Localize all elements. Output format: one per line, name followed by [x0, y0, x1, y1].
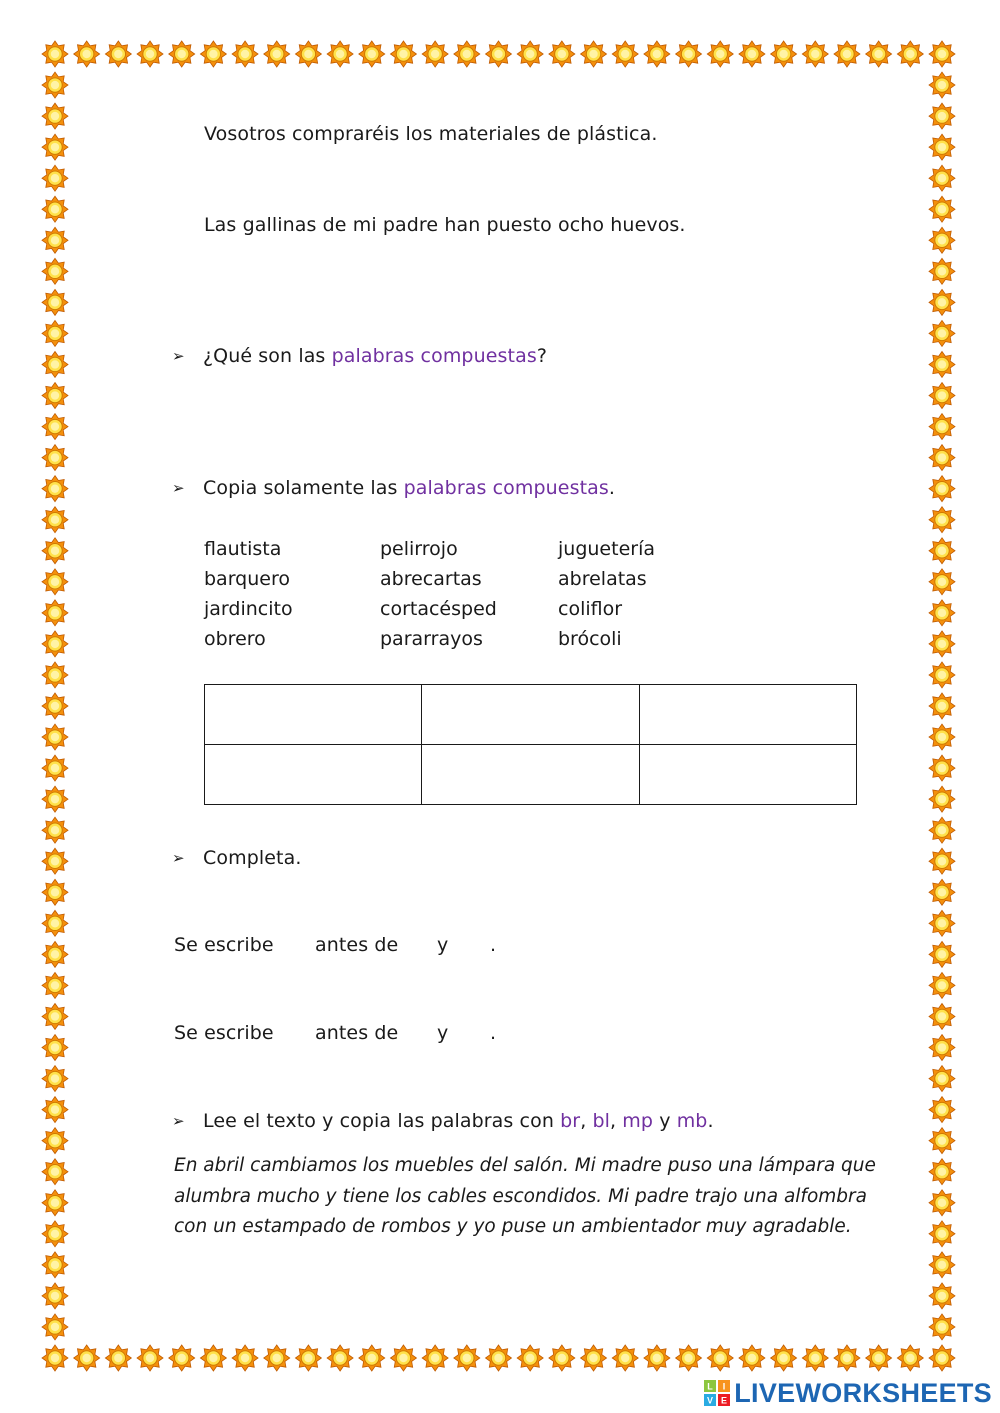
- answer-cell[interactable]: [422, 745, 639, 805]
- sun-icon: [929, 383, 955, 409]
- sun-icon: [42, 662, 68, 688]
- sun-icon: [929, 1283, 955, 1309]
- sun-icon: [390, 41, 416, 67]
- sun-icon: [232, 41, 258, 67]
- sun-icon: [454, 1345, 480, 1371]
- sun-icon: [549, 1345, 575, 1371]
- sun-icon: [295, 41, 321, 67]
- sun-icon: [105, 1345, 131, 1371]
- highlight-br: br: [560, 1110, 581, 1132]
- sun-icon: [612, 41, 638, 67]
- answer-cell[interactable]: [639, 685, 856, 745]
- bullet-arrow-icon: ➢: [172, 347, 185, 365]
- sun-icon: [929, 569, 955, 595]
- sun-icon: [42, 383, 68, 409]
- sun-icon: [42, 1159, 68, 1185]
- word-item: abrelatas: [558, 568, 647, 590]
- word-item: pararrayos: [380, 628, 483, 650]
- sun-icon: [929, 1221, 955, 1247]
- sun-icon: [327, 41, 353, 67]
- sun-icon: [517, 1345, 543, 1371]
- sun-icon: [549, 41, 575, 67]
- word-item: cortacésped: [380, 598, 497, 620]
- sun-icon: [42, 817, 68, 843]
- sun-icon: [42, 1097, 68, 1123]
- sun-icon: [897, 1345, 923, 1371]
- sun-icon: [929, 227, 955, 253]
- sun-icon: [42, 196, 68, 222]
- sun-icon: [42, 351, 68, 377]
- sun-icon: [929, 134, 955, 160]
- sun-icon: [771, 1345, 797, 1371]
- sun-icon: [929, 41, 955, 67]
- svg-text:E: E: [721, 1395, 728, 1406]
- sun-icon: [105, 41, 131, 67]
- highlight-mb: mb: [676, 1110, 708, 1132]
- sun-icon: [644, 41, 670, 67]
- sun-icon: [74, 1345, 100, 1371]
- sun-icon: [929, 320, 955, 346]
- sun-icon: [422, 41, 448, 67]
- sun-icon: [486, 1345, 512, 1371]
- question-text: ¿Qué son las: [203, 345, 332, 367]
- sun-icon: [802, 41, 828, 67]
- sun-icon: [929, 786, 955, 812]
- sun-icon: [929, 538, 955, 564]
- highlight-term: palabras compuestas: [403, 477, 609, 499]
- reading-text: En abril cambiamos los muebles del salón. Mi madre puso una lámpara que alumbra mucho y tiene los cables escondidos. Mi padre trajo una alfombra con un estampado de rombos y yo puse un ambientador muy agradable.: [174, 1155, 876, 1237]
- sun-icon: [929, 165, 955, 191]
- sun-icon: [866, 1345, 892, 1371]
- word-item: brócoli: [558, 628, 622, 650]
- sun-icon: [42, 1190, 68, 1216]
- fill-text: Se escribe: [174, 1022, 274, 1044]
- sun-icon: [929, 1035, 955, 1061]
- sun-icon: [42, 1252, 68, 1278]
- sun-icon: [929, 972, 955, 998]
- separator: ,: [580, 1110, 593, 1132]
- sun-icon: [929, 196, 955, 222]
- sun-icon: [834, 1345, 860, 1371]
- word-item: juguetería: [558, 538, 655, 560]
- brand-name: LIVEWORKSHEETS: [734, 1377, 992, 1408]
- sun-icon: [929, 941, 955, 967]
- sun-icon: [42, 414, 68, 440]
- sun-icon: [929, 103, 955, 129]
- sun-icon: [644, 1345, 670, 1371]
- sun-icon: [676, 1345, 702, 1371]
- sun-icon: [929, 755, 955, 781]
- sun-icon: [200, 1345, 226, 1371]
- sun-icon: [422, 1345, 448, 1371]
- sentence-1: Vosotros compraréis los materiales de plástica.: [204, 123, 658, 145]
- svg-text:I: I: [723, 1381, 726, 1392]
- sun-icon: [42, 972, 68, 998]
- question-complete: Completa.: [203, 847, 302, 869]
- sun-icon: [929, 1066, 955, 1092]
- sun-icon: [581, 1345, 607, 1371]
- fill-text: antes de: [315, 1022, 399, 1044]
- sun-icon: [929, 848, 955, 874]
- separator: ,: [610, 1110, 623, 1132]
- sun-icon: [929, 1159, 955, 1185]
- sun-icon: [929, 1097, 955, 1123]
- sun-icon: [929, 351, 955, 377]
- sun-icon: [42, 755, 68, 781]
- answer-cell[interactable]: [205, 745, 422, 805]
- sun-icon: [612, 1345, 638, 1371]
- bullet-arrow-icon: ➢: [172, 849, 185, 867]
- sun-icon: [929, 910, 955, 936]
- sun-icon: [42, 476, 68, 502]
- sun-icon: [929, 817, 955, 843]
- sun-icon: [264, 1345, 290, 1371]
- sun-icon: [42, 538, 68, 564]
- sun-icon: [929, 1314, 955, 1340]
- sun-icon: [42, 1283, 68, 1309]
- sun-icon: [739, 41, 765, 67]
- word-item: abrecartas: [380, 568, 482, 590]
- sun-icon: [486, 41, 512, 67]
- sun-icon: [42, 631, 68, 657]
- word-item: flautista: [204, 538, 282, 560]
- sun-icon: [929, 879, 955, 905]
- fill-text: antes de: [315, 934, 399, 956]
- word-item: barquero: [204, 568, 290, 590]
- sun-icon: [42, 1035, 68, 1061]
- question-text: Copia solamente las: [203, 477, 404, 499]
- sun-icon: [42, 1345, 68, 1371]
- liveworksheets-logo-icon: [704, 1380, 730, 1406]
- bullet-arrow-icon: ➢: [172, 479, 185, 497]
- svg-text:V: V: [707, 1395, 714, 1406]
- question-compound-definition: [203, 344, 547, 368]
- liveworksheets-brand: [704, 1378, 992, 1408]
- sun-icon: [866, 41, 892, 67]
- word-item: obrero: [204, 628, 266, 650]
- sun-icon: [929, 72, 955, 98]
- sun-icon: [929, 1252, 955, 1278]
- sun-icon: [929, 1345, 955, 1371]
- sun-icon: [42, 569, 68, 595]
- sun-icon: [42, 165, 68, 191]
- sun-icon: [929, 1190, 955, 1216]
- highlight-term: palabras compuestas: [331, 345, 537, 367]
- sun-icon: [929, 289, 955, 315]
- sun-icon: [454, 41, 480, 67]
- sun-icon: [929, 693, 955, 719]
- sun-icon: [929, 476, 955, 502]
- sun-icon: [42, 1314, 68, 1340]
- question-punct: .: [707, 1110, 714, 1132]
- answer-cell[interactable]: [422, 685, 639, 745]
- sun-icon: [929, 445, 955, 471]
- sun-icon: [42, 600, 68, 626]
- sun-icon: [295, 1345, 321, 1371]
- sun-icon: [42, 724, 68, 750]
- sun-icon: [169, 1345, 195, 1371]
- sun-icon: [42, 103, 68, 129]
- sun-icon: [929, 258, 955, 284]
- sun-icon: [929, 1003, 955, 1029]
- sun-icon: [200, 41, 226, 67]
- sun-icon: [42, 320, 68, 346]
- word-item: coliflor: [558, 598, 623, 620]
- sun-icon: [232, 1345, 258, 1371]
- sun-icon: [42, 227, 68, 253]
- sun-icon: [929, 414, 955, 440]
- sun-icon: [42, 879, 68, 905]
- sun-icon: [42, 289, 68, 315]
- sun-icon: [42, 1221, 68, 1247]
- sun-icon: [929, 724, 955, 750]
- sun-icon: [771, 41, 797, 67]
- sun-icon: [929, 662, 955, 688]
- sun-icon: [390, 1345, 416, 1371]
- sun-icon: [929, 1128, 955, 1154]
- sun-icon: [929, 631, 955, 657]
- sun-icon: [42, 1003, 68, 1029]
- question-text: Lee el texto y copia las palabras con: [203, 1110, 561, 1132]
- sun-icon: [264, 41, 290, 67]
- question-punct: .: [608, 477, 616, 499]
- sun-icon: [327, 1345, 353, 1371]
- sun-icon: [42, 910, 68, 936]
- sun-icon: [42, 72, 68, 98]
- sun-icon: [42, 786, 68, 812]
- highlight-mp: mp: [622, 1110, 654, 1132]
- sun-icon: [929, 600, 955, 626]
- sun-icon: [137, 41, 163, 67]
- sun-icon: [42, 693, 68, 719]
- sun-icon: [42, 41, 68, 67]
- answer-cell[interactable]: [639, 745, 856, 805]
- sun-icon: [517, 41, 543, 67]
- sun-icon: [42, 1066, 68, 1092]
- conjunction: y: [653, 1110, 677, 1132]
- sun-icon: [169, 41, 195, 67]
- sun-icon: [581, 41, 607, 67]
- word-item: jardincito: [204, 598, 293, 620]
- sun-icon: [359, 41, 385, 67]
- fill-text: .: [490, 1022, 497, 1044]
- highlight-bl: bl: [592, 1110, 611, 1132]
- answer-cell[interactable]: [205, 685, 422, 745]
- sun-icon: [739, 1345, 765, 1371]
- sun-icon: [929, 507, 955, 533]
- sun-icon: [359, 1345, 385, 1371]
- sun-icon: [897, 41, 923, 67]
- sun-icon: [42, 134, 68, 160]
- svg-text:L: L: [707, 1381, 714, 1392]
- sun-icon: [707, 41, 733, 67]
- sun-icon: [137, 1345, 163, 1371]
- sun-icon: [707, 1345, 733, 1371]
- sun-icon: [676, 41, 702, 67]
- fill-text: y: [437, 934, 449, 956]
- fill-text: Se escribe: [174, 934, 274, 956]
- question-punct: ?: [536, 345, 548, 367]
- word-item: pelirrojo: [380, 538, 458, 560]
- question-copy-compound: [203, 476, 615, 500]
- sun-icon: [42, 258, 68, 284]
- sun-icon: [42, 1128, 68, 1154]
- fill-text: y: [437, 1022, 449, 1044]
- sun-icon: [42, 941, 68, 967]
- sun-icon: [42, 848, 68, 874]
- sun-icon: [802, 1345, 828, 1371]
- question-read-copy: [203, 1109, 714, 1133]
- sun-icon: [74, 41, 100, 67]
- answer-table: [204, 684, 857, 805]
- sun-icon: [42, 507, 68, 533]
- sun-icon: [42, 445, 68, 471]
- fill-text: .: [490, 934, 497, 956]
- bullet-arrow-icon: ➢: [172, 1112, 185, 1130]
- sentence-2: Las gallinas de mi padre han puesto ocho huevos.: [204, 214, 686, 236]
- sun-icon: [834, 41, 860, 67]
